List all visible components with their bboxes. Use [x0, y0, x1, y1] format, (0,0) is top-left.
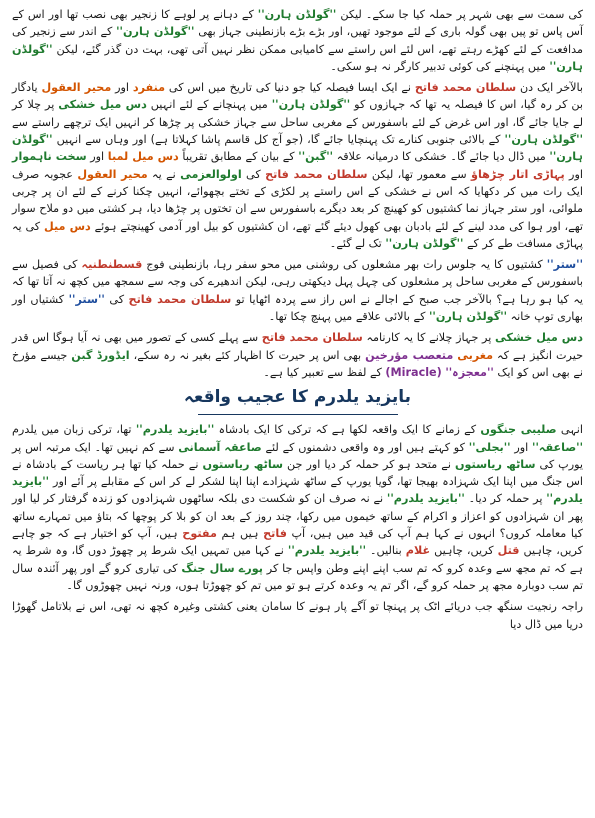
paragraph [12, 6, 583, 75]
text-run: تھا، ترکی زبان میں یلدرم [12, 423, 136, 437]
text-run: بنالیں۔ [366, 544, 406, 558]
highlighted-phrase: اولوالعزمی [180, 167, 242, 181]
text-run: اور [111, 81, 133, 95]
article-body [12, 6, 583, 381]
text-run: کو کہتے ہیں اور وہ واقعی دشمنوں کے لئے [261, 440, 469, 454]
text-run: اور [564, 167, 583, 181]
text-run: راجہ رنجیت سنگھ جب دریائے اٹک پر پہنچا تو آگے پار ہونے کا سامان یعنی کشتی وغیرہ کچھ نہ تھی، اس نے بلاتامل گھوڑا دریا میں ڈال دیا [12, 600, 583, 631]
paragraph [12, 329, 583, 381]
highlighted-phrase: ''گولڈن ہارن'' [116, 25, 195, 39]
text-run: کے بالائی جنوبی کنارے تک پہنچایا جائے گا، (جو آج کل قاسم پاشا کہلاتا ہے) اور وہاں سے انہیں [52, 133, 505, 147]
highlighted-phrase: دس میل [43, 219, 91, 233]
text-run: بھی اس پر حیرت کا اظہار کئے بغیر نہ رہ سکے، [129, 348, 366, 362]
text-run: یادگار بن کر رہ گیا، اس کا فیصلہ یہ تھا کہ جہازوں کو [12, 81, 584, 112]
text-run: کی تیاری کرو گے اور پھر آئندہ سال تم سب دوبارہ مجھ پر حملہ کرو گے، اگر تم یہ وعدہ کرتے ہو تو میں تم کو چھوڑتا ہوں، ورنہ نہیں چھوڑوں گا۔ [12, 561, 583, 592]
paragraph [12, 256, 583, 325]
highlighted-phrase: فاتح [263, 527, 287, 541]
text-run: پر حملہ کر دیا۔ [464, 492, 547, 506]
text-run: سے پہلے کسی کے تصور میں بھی نہ آیا ہوگا اس قدر حیرت انگیز ہے کہ [12, 331, 583, 362]
highlighted-phrase: ساٹھ ریاستوں [454, 457, 536, 471]
text-run: نے یہ [147, 167, 181, 181]
paragraph [12, 598, 583, 633]
highlighted-phrase: ساٹھ ریاستوں [202, 457, 284, 471]
highlighted-phrase: دس میل لمبا [107, 150, 179, 164]
heading-underline [198, 414, 398, 415]
highlighted-phrase: منفرد [132, 81, 166, 95]
text-run: کے زمانے کا ایک واقعہ لکھا ہے کہ ترکی کا ایک بادشاہ [214, 423, 481, 437]
highlighted-phrase: ''گولڈن ہارن'' [12, 42, 583, 73]
text-run: نے حملہ کیا تھا ہر ریاست کے بادشاہ نے اس جنگ میں اپنا ایک شہزادہ بھیجا تھا، گویا یورپ کے ساٹھ شہزادے اپنا اپنا لشکر لے کر اس کے مقابلے پر آئے اور [12, 457, 583, 489]
text-run: میں پہنچنے کی کوئی تدبیر کارگر نہ ہو سکی۔ [330, 59, 550, 73]
highlighted-phrase: سلطان محمد فاتح [128, 292, 232, 306]
text-run: بالآخر ایک دن [516, 81, 584, 95]
text-run: پر چلا کر لے جایا جائے گا، اور اس غرض کے لئے باسفورس کے مغربی ساحل سے جہاز خشکی پر چڑھا کر انہیں ایک ترچھے راستے سے [12, 98, 583, 129]
paragraph [12, 421, 583, 594]
text-run: نے ایک ایسا فیصلہ کیا جو دنیا کی تاریخ میں اس کی [165, 81, 415, 95]
text-run: میں ڈال دیا جائے گا۔ خشکی کا درمیانہ علاقہ [333, 150, 550, 164]
highlighted-phrase: ''بایزید یلدرم'' [12, 475, 583, 506]
text-run: جیسے مؤرخ نے بھی اس کو ایک [12, 348, 583, 379]
text-run: کشتیوں کا یہ جلوس رات بھر مشعلوں کی روشنی میں محو سفر رہا، بازنطینی فوج [142, 258, 547, 272]
text-run: انہی [556, 423, 583, 437]
highlighted-phrase: صاعقہ آسمانی [178, 440, 262, 454]
text-run: نے کہا میں تمہیں ایک شرط پر چھوڑ دوں گا، وہ شرط یہ ہے کہ تم مجھ سے وعدہ کرو کہ تم سب اپنے اپنے وطن واپس جا کر [12, 544, 583, 575]
text-run: کے بیان کے مطابق تقریباً [178, 150, 299, 164]
highlighted-phrase: ''گولڈن ہارن'' [257, 8, 337, 21]
text-run: کی یہ پہاڑی مسافت طے کر کے [12, 219, 583, 250]
section-heading: بایزید یلدرم کا عجیب واقعہ [183, 387, 412, 408]
highlighted-phrase: مفتوح [182, 527, 217, 541]
highlighted-phrase: ''گولڈن ہارن'' [428, 310, 508, 324]
highlighted-phrase: ''صاعقہ'' [532, 440, 584, 454]
highlighted-phrase: ایڈورڈ گبن [71, 348, 130, 362]
text-run: کی [241, 167, 266, 181]
highlighted-phrase: (Miracle) [385, 365, 442, 379]
highlighted-phrase: ''گولڈن ہارن'' [385, 236, 464, 250]
text-run: کریں، چاہیں [430, 544, 498, 558]
text-run: تک لے گئے۔ [329, 236, 386, 250]
text-run: کشتیاں اور بھاری توپ خانہ [12, 292, 583, 324]
highlighted-phrase: محیر العقول [41, 81, 112, 95]
text-run: ہیں، آپ کو اختیار ہے کہ جو چاہے کریں، چاہیں [12, 527, 583, 558]
highlighted-phrase: ''ستر'' [546, 258, 583, 272]
highlighted-phrase: قتل [497, 544, 520, 558]
highlighted-phrase: متعصب مؤرخین [365, 348, 454, 362]
highlighted-phrase: ''گبن'' [298, 150, 334, 164]
highlighted-phrase: سلطان محمد فاتح [414, 81, 517, 95]
highlighted-phrase: پورے سال جنگ [181, 561, 263, 575]
highlighted-phrase: قسطنطنیہ [81, 258, 143, 272]
anecdote-body [12, 421, 583, 633]
text-run: سے معمور تھا، لیکن [367, 167, 472, 181]
highlighted-phrase: مغربی [457, 348, 494, 362]
text-run: کے بالائی علاقے میں پہنچ چکا تھا۔ [268, 310, 429, 324]
highlighted-phrase: غلام [405, 544, 431, 558]
text-run: نے متحد ہو کر حملہ کر دیا اور جن [283, 457, 455, 471]
highlighted-phrase: ''بایزید یلدرم'' [135, 423, 215, 437]
text-run: میں پہنچانے کے لئے انہیں [146, 98, 272, 112]
text-run: کی [104, 292, 129, 306]
highlighted-phrase: ''گولڈن ہارن'' [271, 98, 351, 112]
paragraph [12, 79, 583, 252]
text-run: ہیں ہم [216, 527, 264, 541]
text-run: عجوبہ صرف ایک رات میں کر دکھایا کہ اس نے خشکی کے اس راستے پر لکڑی کے تختے بچھوائے، انہیں چکنا کرنے کے لئے ان پر چربی ملوائی، اور ستر جہاز نما کشتیوں کو کھینچ کر بعد دیگرے باسفورس سے ان تختوں پر چڑھا دیا، ہر کشتی میں دو ملاح سوار تھے، اور ہوا کی مدد لینے کے لئے بادبان بھی کھول دیئے گئے تھے، ان کشتیوں کو بیل اور آدمی کھینچتے ہوئے [12, 167, 584, 233]
text-run: کے دہانے پر لوہے کا زنجیر بھی نصب تھا اور اس کے آس پاس تو پیں بھی گولہ باری کے لئے موجود تھیں، اور بڑے بڑے بازنطینی جہاز بھی [12, 8, 583, 39]
highlighted-phrase: ''بایزید یلدرم'' [386, 492, 465, 506]
highlighted-phrase: دس میل خشکی [495, 331, 583, 345]
highlighted-phrase: سخت ناہموار [12, 150, 87, 164]
text-run: سے کم نہیں تھا۔ ایک مرتبہ اس پر یورپ کی [12, 440, 583, 471]
text-run: پر جہاز چلانے کا یہ کارنامہ [362, 331, 496, 345]
text-run: نے نہ صرف ان کو شکست دی بلکہ ساٹھوں شہزادوں کو زندہ گرفتار کر لیا اور پھر ان شہزادوں کو اعزاز و اکرام کے ساتھ خیموں میں رکھا، چند روز کے بعد ان کو بلا کر پوچھا کہ بتاؤ میں تمہارے ساتھ کیا معاملہ کروں؟ انہوں نے کہا ہم آپ کی قید میں ہیں، آپ [12, 492, 584, 541]
highlighted-phrase: پہاڑی اتار چڑھاؤ [471, 167, 565, 181]
highlighted-phrase: ''ستر'' [68, 292, 105, 306]
highlighted-phrase: صلیبی جنگوں [480, 423, 557, 437]
highlighted-phrase: ''معجزہ'' [445, 365, 494, 379]
highlighted-phrase: محیر العقول [77, 167, 148, 181]
highlighted-phrase: سلطان محمد فاتح [261, 331, 363, 345]
text-run: کے لفظ سے تعبیر کیا ہے۔ [263, 365, 386, 379]
highlighted-phrase: ''گولڈن ہارن'' [12, 133, 583, 164]
text-run: کی فصیل سے باسفورس کے مغربی ساحل پر مشعلوں کی چہل پہل دیکھتی رہی، لیکن اندھیرے کی وجہ سے سمجھ میں کچھ نہ آتا تھا کہ یہ کیا ہو رہا ہے؟ بالآخر جب صبح کے اجالے نے اس راز سے پردہ اٹھایا تو [12, 258, 584, 306]
highlighted-phrase: ''بایزید یلدرم'' [287, 544, 367, 558]
text-run: کی سمت سے بھی شہر پر حملہ کیا جا سکے۔ لیکن [336, 8, 583, 21]
highlighted-phrase: ''بجلی'' [468, 440, 511, 454]
text-run: اور [510, 440, 533, 454]
text-run: کے اندر سے زنجیر کی مدافعت کے لئے کھڑے رہتے تھے، اس لئے اس راستے سے کامیابی ممکن نظر نہیں آتی تھی، بہت دن گذر گئے، لیکن [12, 25, 583, 56]
text-run: اور [86, 150, 108, 164]
highlighted-phrase: دس میل خشکی [58, 98, 147, 112]
highlighted-phrase: سلطان محمد فاتح [265, 167, 368, 181]
highlighted-phrase: ''گولڈن ہارن'' [504, 133, 584, 147]
